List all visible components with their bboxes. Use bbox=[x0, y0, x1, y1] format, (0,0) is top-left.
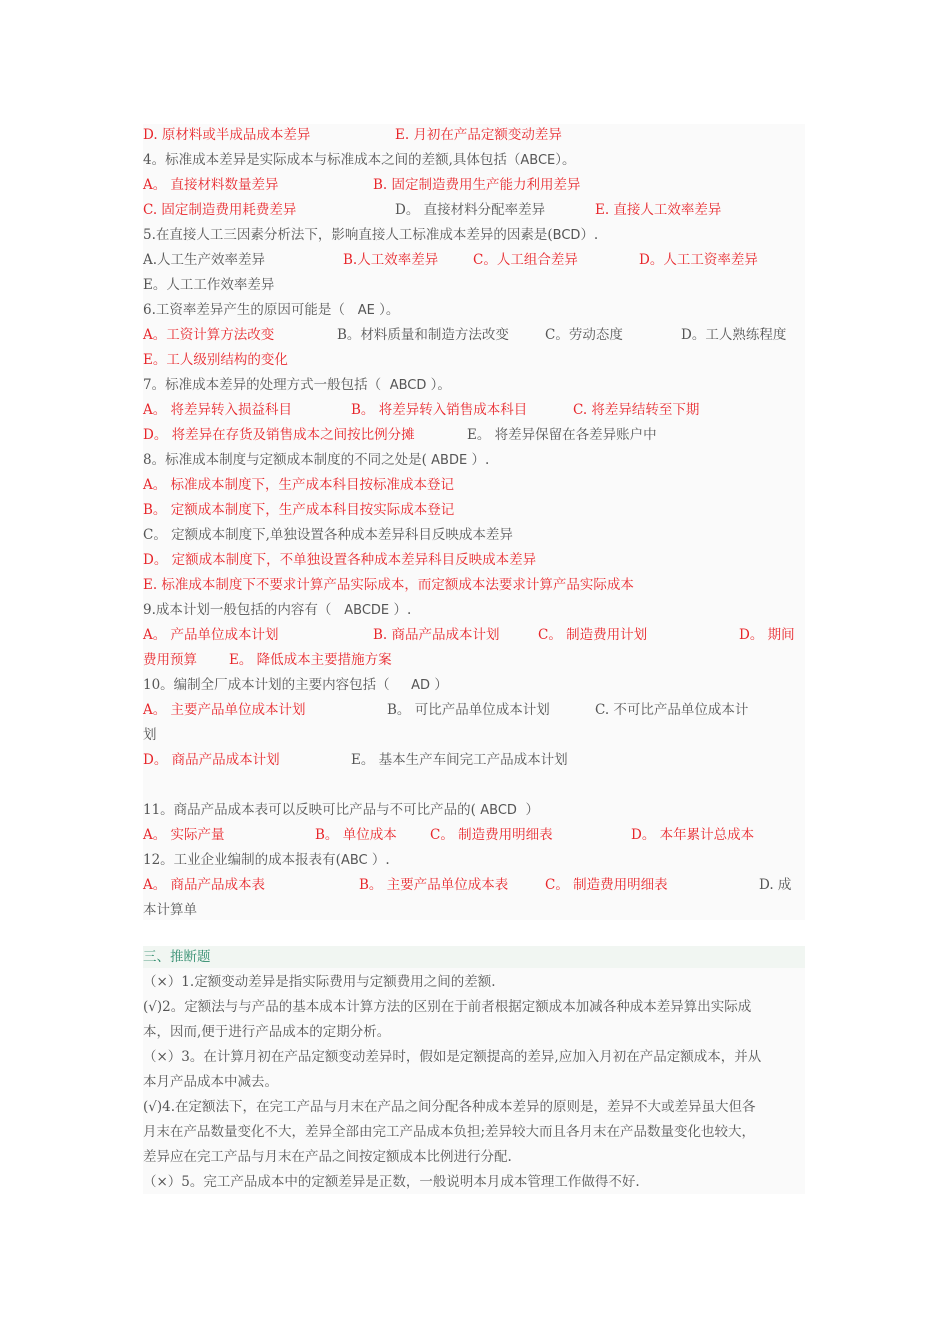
option-c: C. 固定制造费用耗费差异 bbox=[143, 202, 297, 218]
option-d: D。 本年累计总成本 bbox=[631, 827, 755, 843]
question-9 bbox=[143, 599, 411, 621]
judgment-line: 差异应在完工产品与月末在产品之间按定额成本比例进行分配. bbox=[143, 1149, 512, 1165]
question-5 bbox=[143, 224, 598, 246]
answer: ABCD bbox=[389, 378, 427, 393]
option-e: E。 基本生产车间完工产品成本计划 bbox=[351, 752, 568, 768]
option-c: C。 定额成本制度下,单独设置各种成本差异科目反映成本差异 bbox=[143, 527, 513, 543]
option-c: C。 制造费用计划 bbox=[538, 627, 648, 643]
option-a: A。 标准成本制度下，生产成本科目按标准成本登记 bbox=[143, 477, 455, 493]
judgment-line: 本月产品成本中减去。 bbox=[143, 1074, 278, 1090]
section-title: 三、推断题 bbox=[143, 949, 211, 965]
question-close: ）. bbox=[471, 452, 490, 468]
question-7 bbox=[143, 374, 451, 396]
option-d: D。 将差异在存货及销售成本之间按比例分摊 bbox=[143, 427, 415, 443]
question-text: 8。标准成本制度与定额成本制度的不同之处是( bbox=[143, 452, 427, 468]
option-b: B。 主要产品单位成本表 bbox=[359, 877, 509, 893]
option-d: D。 定额成本制度下，不单独设置各种成本差异科目反映成本差异 bbox=[143, 552, 537, 568]
option-d: D。 直接材料分配率差异 bbox=[395, 202, 546, 218]
question-close: ）。 bbox=[379, 302, 400, 318]
option-c: C. 不可比产品单位成本计 bbox=[595, 702, 749, 718]
question-text: 7。标准成本差异的处理方式一般包括（ bbox=[143, 377, 382, 393]
option-b: B。 将差异转入销售成本科目 bbox=[351, 402, 528, 418]
option-e: E。 降低成本主要措施方案 bbox=[229, 652, 392, 668]
option-b: B。材料质量和制造方法改变 bbox=[337, 327, 509, 343]
answer: ABCD bbox=[480, 803, 517, 818]
option-b: B。 可比产品单位成本计划 bbox=[387, 702, 550, 718]
judgment-line: 月末在产品数量变化不大，差异全部由完工产品成本负担;差异较大而且各月末在产品数量变化也较大， bbox=[143, 1124, 756, 1140]
option-c-continued: 划 bbox=[143, 727, 157, 743]
option-b: B. 固定制造费用生产能力利用差异 bbox=[373, 177, 581, 193]
judgment-section bbox=[143, 946, 805, 1194]
answer: ABC bbox=[340, 853, 368, 868]
option-b: B. 商品产品成本计划 bbox=[373, 627, 500, 643]
option-c: C。 制造费用明细表 bbox=[430, 827, 553, 843]
judgment-line: (√)4.在定额法下，在完工产品与月末在产品之间分配各种成本差异的原则是，差异不大或差异虽大但各 bbox=[143, 1099, 756, 1115]
option-e: E. 直接人工效率差异 bbox=[595, 202, 722, 218]
question-close: ）. bbox=[393, 602, 412, 618]
question-text: 11。商品产品成本表可以反映可比产品与不可比产品的( bbox=[143, 802, 476, 818]
option-d-continued: 费用预算 bbox=[143, 652, 197, 668]
option-a: A。 将差异转入损益科目 bbox=[143, 402, 293, 418]
answer: AD bbox=[411, 678, 431, 693]
option-a: A。 直接材料数量差异 bbox=[143, 177, 279, 193]
option-e: E. 月初在产品定额变动差异 bbox=[395, 127, 562, 143]
question-close: ）。 bbox=[430, 377, 451, 393]
option-a: A.人工生产效率差异 bbox=[143, 252, 266, 268]
option-b: B。 单位成本 bbox=[315, 827, 397, 843]
answer: BCD bbox=[552, 228, 581, 243]
option-e: E. 标准成本制度下不要求计算产品实际成本，而定额成本法要求计算产品实际成本 bbox=[143, 577, 634, 593]
option-c: C. 将差异结转至下期 bbox=[573, 402, 700, 418]
option-c: C。劳动态度 bbox=[545, 327, 623, 343]
question-close: ）. bbox=[580, 227, 599, 243]
option-d: D. 原材料或半成品成本差异 bbox=[143, 127, 311, 143]
option-b: B.人工效率差异 bbox=[343, 252, 439, 268]
section-header-band bbox=[143, 946, 805, 968]
option-d: D. 成 bbox=[759, 877, 792, 893]
option-d: D。工人熟练程度 bbox=[681, 327, 787, 343]
question-11 bbox=[143, 799, 539, 821]
question-close: ）. bbox=[371, 852, 390, 868]
question-6 bbox=[143, 299, 399, 321]
question-text: 9.成本计划一般包括的内容有（ bbox=[143, 602, 332, 618]
question-text: 4。标准成本差异是实际成本与标准成本之间的差额,具体包括（ bbox=[143, 152, 521, 168]
question-text: 12。工业企业编制的成本报表有( bbox=[143, 852, 341, 868]
option-a: A。工资计算方法改变 bbox=[143, 327, 275, 343]
judgment-line: 本，因而,便于进行产品成本的定期分析。 bbox=[143, 1024, 391, 1040]
option-c: C。 制造费用明细表 bbox=[545, 877, 668, 893]
question-12 bbox=[143, 849, 390, 871]
answer: AE bbox=[357, 303, 375, 318]
question-text: 6.工资率差异产生的原因可能是（ bbox=[143, 302, 345, 318]
option-e: E。工人级别结构的变化 bbox=[143, 352, 288, 368]
question-8 bbox=[143, 449, 489, 471]
option-d: D。 商品产品成本计划 bbox=[143, 752, 280, 768]
judgment-line: （×）5。完工产品成本中的定额差异是正数，一般说明本月成本管理工作做得不好. bbox=[143, 1174, 640, 1190]
answer: ABCE bbox=[520, 153, 556, 168]
question-close: ） bbox=[525, 802, 540, 818]
question-text: 5.在直接人工三因素分析法下，影响直接人工标准成本差异的因素是( bbox=[143, 227, 553, 243]
multiple-choice-section bbox=[143, 124, 805, 920]
question-10 bbox=[143, 674, 448, 696]
option-a: A。 主要产品单位成本计划 bbox=[143, 702, 306, 718]
option-d: D。 期间 bbox=[739, 627, 795, 643]
judgment-line: (√)2。定额法与与产品的基本成本计算方法的区别在于前者根据定额成本加减各种成本差异算出实际成 bbox=[143, 999, 752, 1015]
answer: ABCDE bbox=[344, 603, 390, 618]
option-a: A。 商品产品成本表 bbox=[143, 877, 266, 893]
answer: ABDE bbox=[431, 453, 468, 468]
option-e: E。 将差异保留在各差异账户中 bbox=[467, 427, 657, 443]
option-e: E。人工工作效率差异 bbox=[143, 277, 275, 293]
judgment-line: （×）1.定额变动差异是指实际费用与定额费用之间的差额. bbox=[143, 974, 496, 990]
option-c: C。人工组合差异 bbox=[473, 252, 578, 268]
option-b: B。 定额成本制度下，生产成本科目按实际成本登记 bbox=[143, 502, 455, 518]
question-close: ）。 bbox=[555, 152, 576, 168]
option-d-continued: 本计算单 bbox=[143, 902, 197, 918]
question-text: 10。编制全厂成本计划的主要内容包括（ bbox=[143, 677, 390, 693]
judgment-line: （×）3。在计算月初在产品定额变动差异时，假如是定额提高的差异,应加入月初在产品定额成本，并从 bbox=[143, 1049, 762, 1065]
option-a: A。 实际产量 bbox=[143, 827, 225, 843]
option-a: A。 产品单位成本计划 bbox=[143, 627, 279, 643]
question-4 bbox=[143, 149, 576, 171]
question-close: ） bbox=[434, 677, 448, 693]
option-d: D。人工工资率差异 bbox=[639, 252, 758, 268]
